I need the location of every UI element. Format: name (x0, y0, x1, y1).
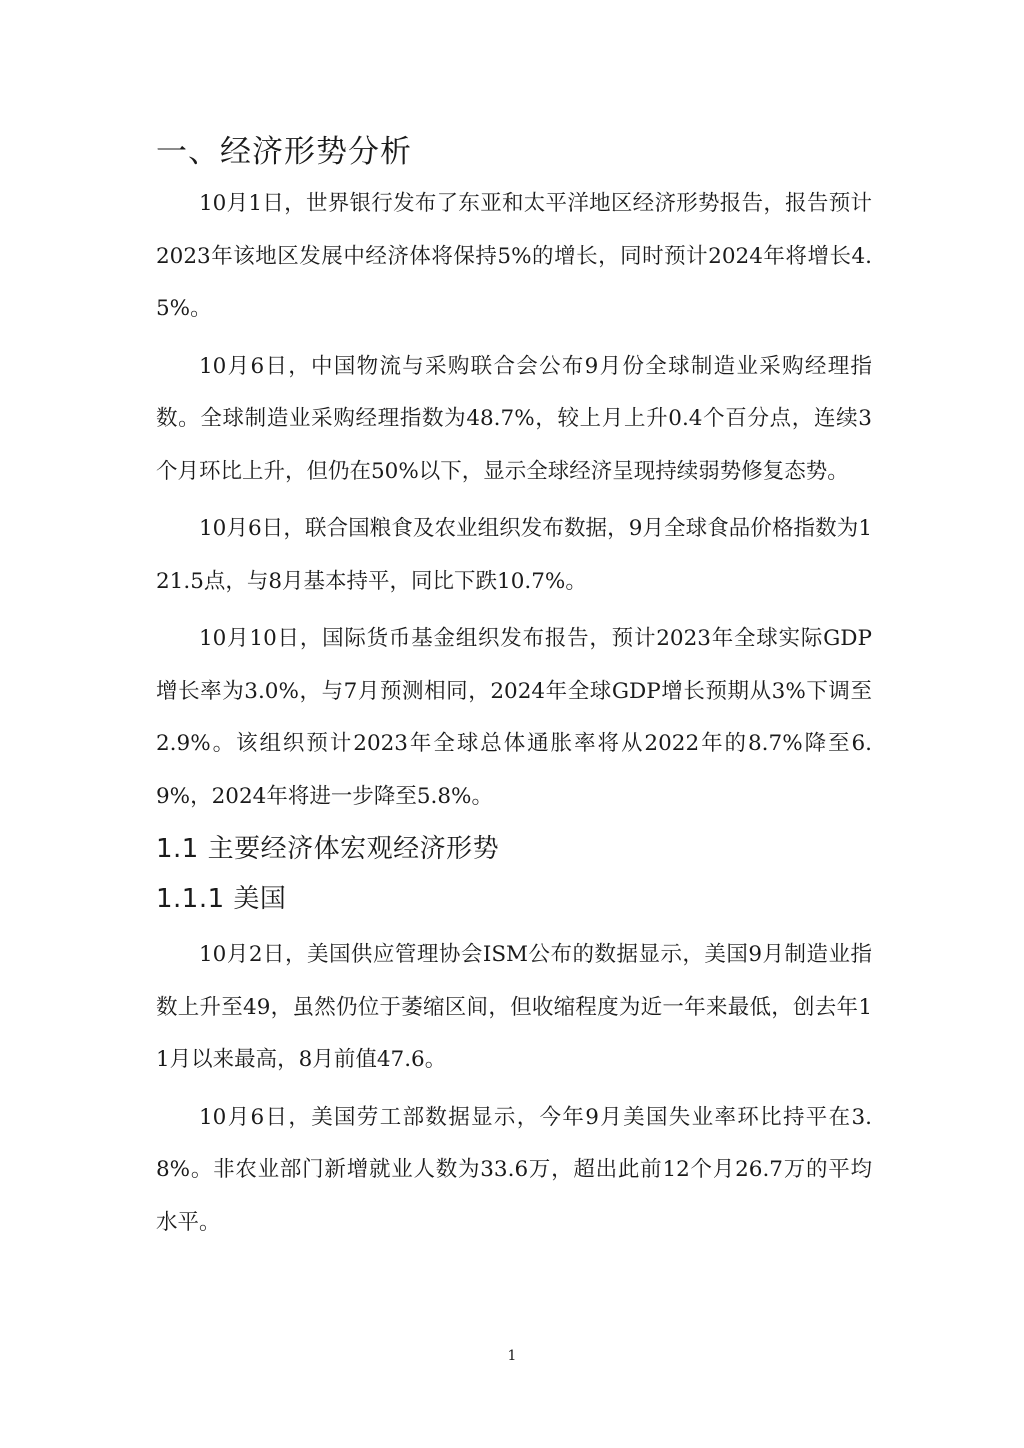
section-heading: 一、经济形势分析 (156, 134, 412, 170)
subsubsection-heading: 1.1.1 美国 (156, 884, 287, 914)
paragraph-labor: 10月6日，美国劳工部数据显示，今年9月美国失业率环比持平在3.8%。非农业部门新增就业人数为33.6万，超出此前12个月26.7万的平均水平。 (156, 1104, 872, 1235)
paragraph-pmi: 10月6日，中国物流与采购联合会公布9月份全球制造业采购经理指数。全球制造业采购经理指数为48.7%，较上月上升0.4个百分点，连续3个月环比上升，但仍在50%以下，显示全球经济呈现持续弱势修复态势。 (156, 353, 872, 484)
paragraph-imf: 10月10日，国际货币基金组织发布报告，预计2023年全球实际GDP增长率为3.0%，与7月预测相同，2024年全球GDP增长预期从3%下调至2.9%。该组织预计2023年全球总体通胀率将从2022年的8.7%降至6.9%，2024年将进一步降至5.8%。 (156, 626, 872, 809)
paragraph-world-bank: 10月1日，世界银行发布了东亚和太平洋地区经济形势报告，报告预计2023年该地区发展中经济体将保持5%的增长，同时预计2024年将增长4.5%。 (156, 191, 872, 321)
document-body (156, 128, 872, 1254)
page-number: 1 (507, 1348, 517, 1364)
subsection-heading: 1.1 主要经济体宏观经济形势 (156, 834, 500, 864)
paragraph-food-price: 10月6日，联合国粮食及农业组织发布数据，9月全球食品价格指数为121.5点，与8月基本持平，同比下跌10.7%。 (156, 516, 872, 594)
paragraph-ism: 10月2日，美国供应管理协会ISM公布的数据显示，美国9月制造业指数上升至49，虽然仍位于萎缩区间，但收缩程度为近一年来最低，创去年11月以来最高，8月前值47.6。 (156, 942, 872, 1072)
